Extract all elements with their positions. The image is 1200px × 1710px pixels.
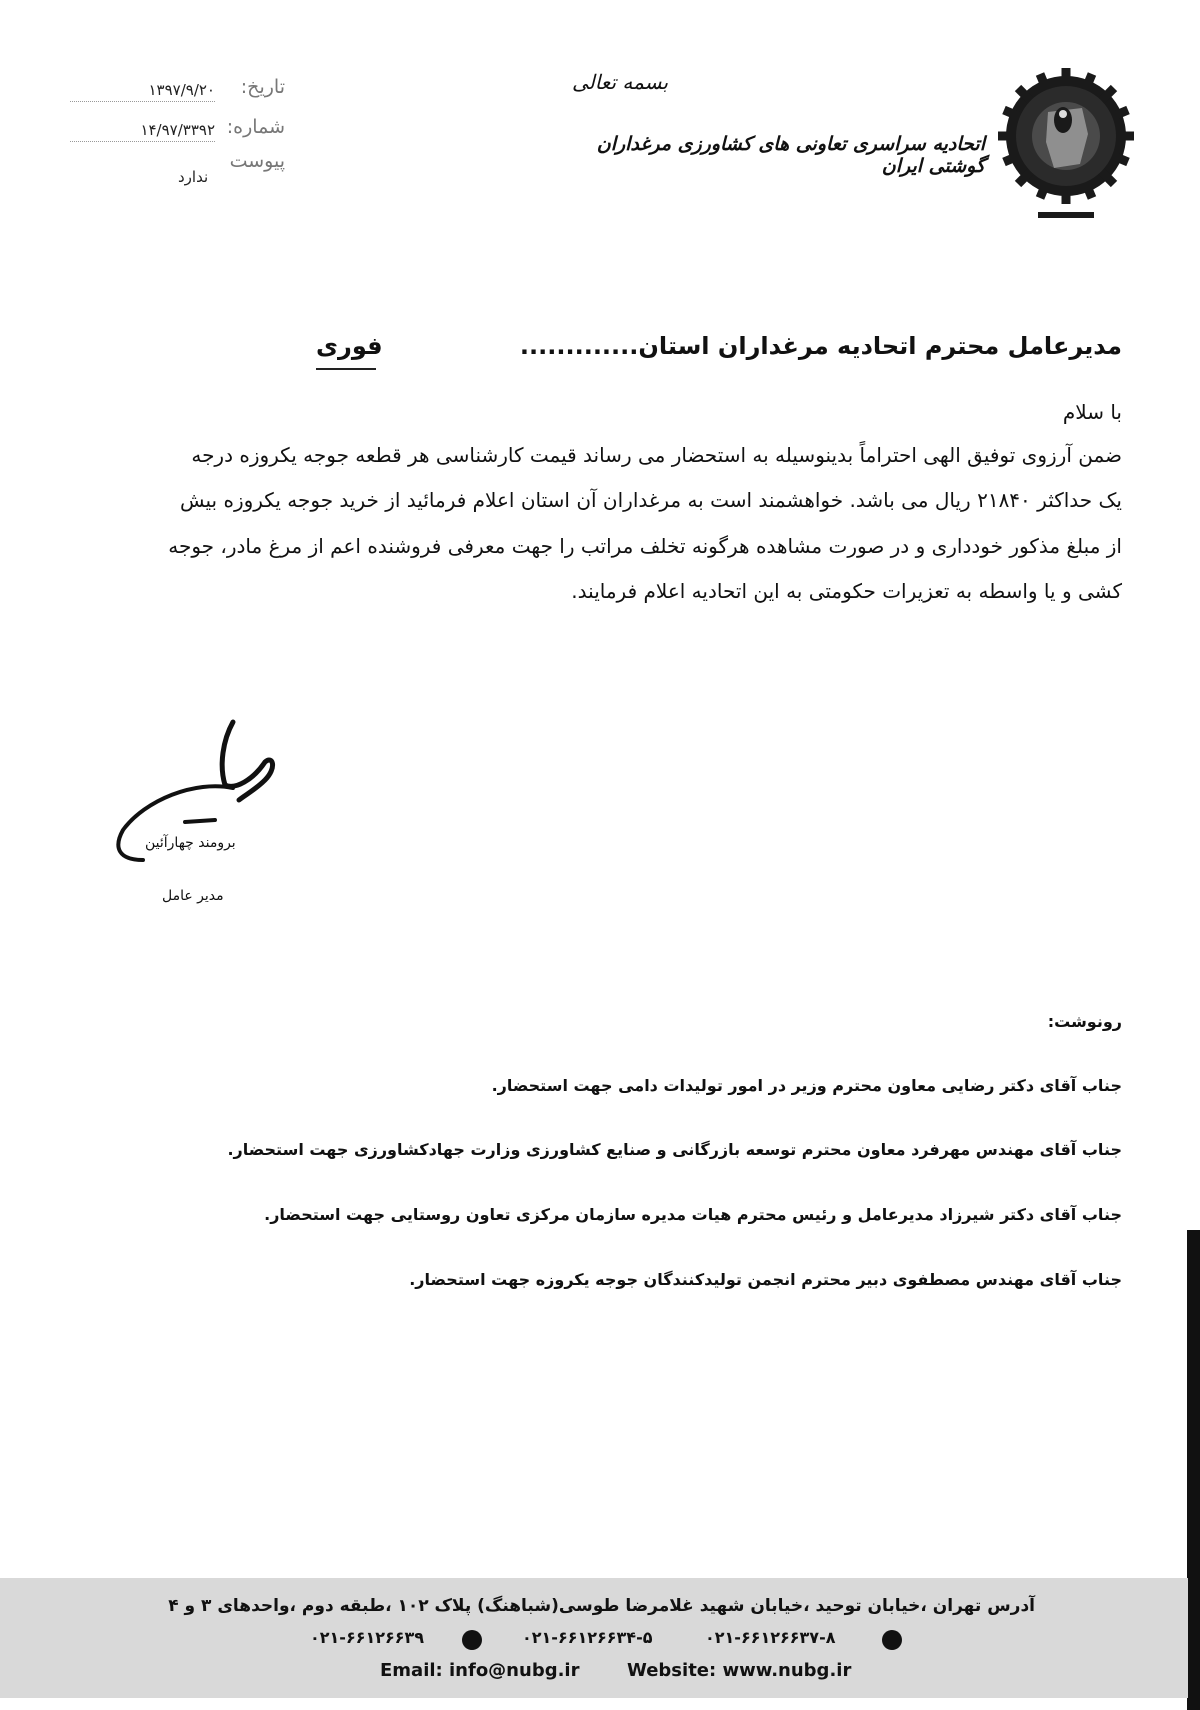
body-line: یک حداکثر ۲۱۸۴۰ ریال می باشد. خواهشمند است به مرغداران آن استان اعلام فرمائید از خرید جوجه یکروزه بیش — [180, 488, 1122, 512]
attachment-value: ندارد — [178, 168, 209, 186]
cc-line: جناب آقای دکتر رضایی معاون محترم وزیر در امور تولیدات دامی جهت استحضار. — [491, 1076, 1122, 1095]
date-value: ۱۳۹۷/۹/۲۰ — [70, 81, 215, 102]
fax-icon — [462, 1630, 482, 1650]
signature-mark-icon — [115, 710, 295, 880]
basmala: بسمه تعالی — [571, 70, 669, 94]
signer-title: مدیر عامل — [162, 888, 224, 904]
body-line: از مبلغ مذکور خودداری و در صورت مشاهده هرگونه تخلف مراتب را جهت معرفی فروشنده اعم از مرغ مادر، جوجه — [168, 534, 1122, 558]
urgency-label: فوری — [316, 332, 383, 360]
phone-number-2: ۰۲۱-۶۶۱۲۶۶۳۴-۵ — [522, 1628, 653, 1647]
phone-icon — [882, 1630, 902, 1650]
number-label: شماره: — [226, 116, 285, 138]
phone-number-1: ۰۲۱-۶۶۱۲۶۶۳۷-۸ — [705, 1628, 836, 1647]
cc-heading: رونوشت: — [1047, 1012, 1122, 1031]
footer-phones — [310, 1628, 910, 1656]
date-label: تاریخ: — [240, 76, 285, 98]
signer-name: برومند چهارآئین — [145, 835, 236, 851]
organization-name: اتحادیه سراسری تعاونی های کشاورزی مرغداران گوشتی ایران — [596, 133, 985, 177]
footer-website: Website: www.nubg.ir — [627, 1660, 852, 1681]
cc-line: جناب آقای مهندس مهرفرد معاون محترم توسعه بازرگانی و صنایع کشاورزی وزارت جهادکشاورزی جهت استحضار. — [227, 1140, 1122, 1159]
attachment-label: پیوست — [229, 150, 285, 172]
union-logo-icon — [996, 64, 1136, 234]
addressee-line: مدیرعامل محترم اتحادیه مرغداران استان............. — [519, 332, 1122, 360]
number-row — [70, 116, 285, 146]
scan-edge-bar — [1187, 1230, 1200, 1710]
body-line: کشی و یا واسطه به تعزیرات حکومتی به این اتحادیه اعلام فرمایند. — [571, 579, 1122, 603]
footer-email: Email: info@nubg.ir — [380, 1660, 580, 1681]
number-value: ۱۴/۹۷/۳۳۹۲ — [70, 121, 215, 142]
greeting: با سلام — [1062, 400, 1122, 424]
footer-address: آدرس تهران ،خیابان توحید ،خیابان شهید غلامرضا طوسی(شباهنگ) پلاک ۱۰۲ ،طبقه دوم ،واحدهای ۳ و ۴ — [168, 1596, 1035, 1616]
cc-line: جناب آقای دکتر شیرزاد مدیرعامل و رئیس محترم هیات مدیره سازمان مرکزی تعاون روستایی جهت استحضار. — [264, 1205, 1122, 1224]
date-row — [70, 76, 285, 106]
body-line: ضمن آرزوی توفیق الهی احتراماً بدینوسیله به استحضار می رساند قیمت کارشناسی هر قطعه جوجه یکروزه درجه — [191, 443, 1122, 467]
cc-line: جناب آقای مهندس مصطفوی دبیر محترم انجمن تولیدکنندگان جوجه یکروزه جهت استحضار. — [409, 1270, 1122, 1289]
urgency-underline — [316, 368, 376, 370]
fax-number: ۰۲۱-۶۶۱۲۶۶۳۹ — [310, 1628, 425, 1647]
